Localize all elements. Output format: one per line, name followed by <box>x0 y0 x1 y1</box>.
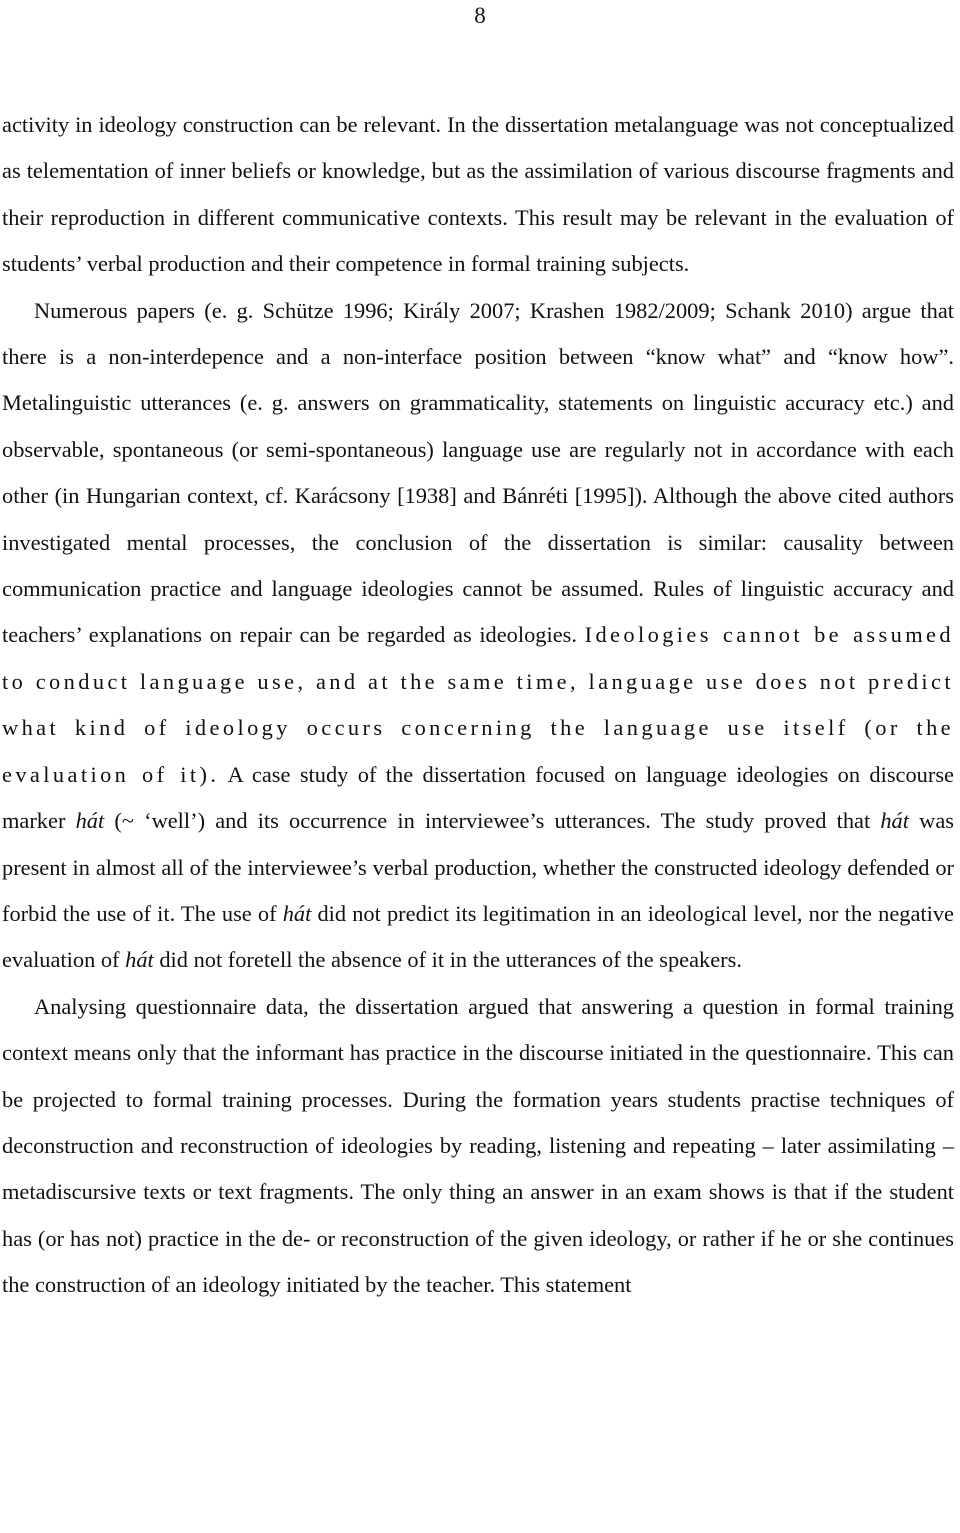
paragraph-3-text: Analysing questionnaire data, the dissertation argued that answering a question in formal training context means only that the informant has practice in the discourse initiated in the questionnaire. This can be projected to formal training processes. During the formation years students practise techniques of deconstruction and reconstruction of ideologies by reading, listening and repeating – later assimilating – metadiscursive texts or text fragments. The only thing an answer in an exam shows is that if the student has (or has not) practice in the de- or reconstruction of the given ideology, or rather if he or she continues the construction of an ideology initiated by the teacher. This statement <box>2 993 954 1298</box>
paragraph-2 <box>2 288 954 984</box>
paragraph-2-text-f: did not foretell the absence of it in the utterances of the speakers. <box>159 947 742 973</box>
paragraph-1 <box>2 102 954 288</box>
letterspaced-emphasis: Ideologies cannot be assumed to conduct language use, and at the same time, language use does not predict what kind of ideology occurs concerning the language use itself (or the evaluation of it). <box>2 622 954 787</box>
paragraph-2-text-b: A case study of the dissertation focused on language ideologies on discourse marker <box>2 761 954 834</box>
italic-term-hat: hát <box>75 808 105 834</box>
paragraph-3 <box>2 984 954 1309</box>
italic-term-hat: hát <box>125 947 154 973</box>
italic-term-hat: hát <box>880 808 909 834</box>
paragraph-2-text-c: (~ ‘well’) and its occurrence in interviewee’s utterances. The study proved that <box>114 808 871 834</box>
italic-term-hat: hát <box>282 900 312 926</box>
paragraph-2-text-d: was present in almost all of the interviewee’s verbal production, whether the constructed ideology defended or forbid the use of it. The use of <box>2 808 954 926</box>
paragraph-2-text-a: Numerous papers (e. g. Schütze 1996; Király 2007; Krashen 1982/2009; Schank 2010) argue that there is a non-interdepence and a non-interface position between “know what” and “know how”. Metalinguistic utterances (e. g. answers on grammaticality, statements on linguistic accuracy etc.) and observable, spontaneous (or semi-spontaneous) language use are regularly not in accordance with each other (in Hungarian context, cf. Karácsony [1938] and Bánréti [1995]). Although the above cited authors investigated mental processes, the conclusion of the dissertation is similar: causality between communication practice and language ideologies cannot be assumed. Rules of linguistic accuracy and teachers’ explanations on repair can be regarded as ideologies. <box>2 297 954 648</box>
page-number: 8 <box>474 3 486 28</box>
paragraph-1-text: activity in ideology construction can be relevant. In the dissertation metalanguage was not conceptualized as telementation of inner beliefs or knowledge, but as the assimilation of various discourse fragments and their reproduction in different communicative contexts. This result may be relevant in the evaluation of students’ verbal production and their competence in formal training subjects. <box>2 112 954 277</box>
paragraph-2-text-e: did not predict its legitimation in an ideological level, nor the negative evaluation of <box>2 900 954 973</box>
document-body <box>2 102 954 1309</box>
